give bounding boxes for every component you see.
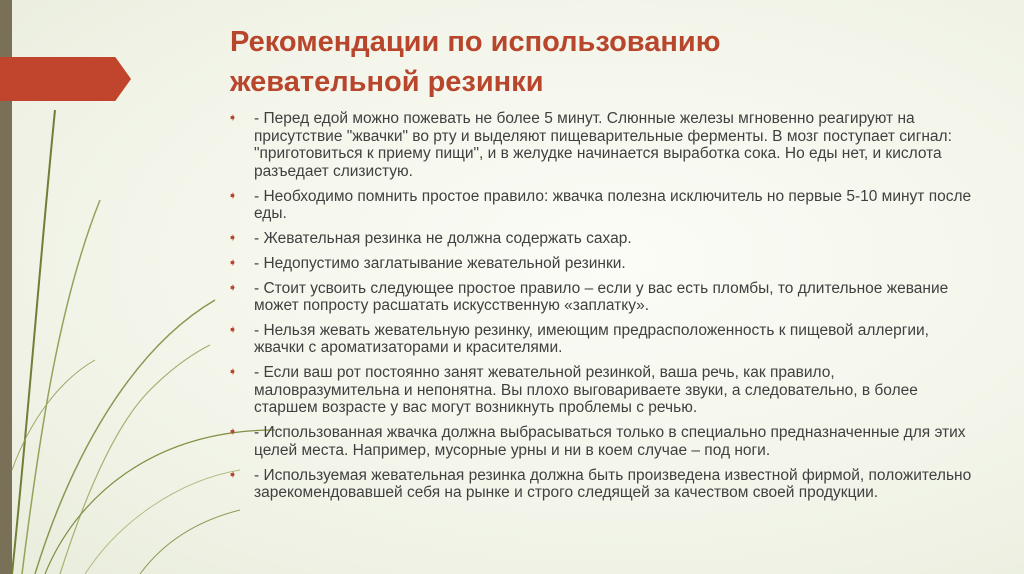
slide-title (230, 22, 990, 102)
list-item (228, 364, 978, 417)
arrow-bullet-icon: ➧ (228, 231, 238, 244)
arrow-bullet-icon: ➧ (228, 426, 238, 439)
arrow-bullet-icon: ➧ (228, 323, 238, 336)
list-item (228, 424, 978, 459)
list-item-text: - Если ваш рот постоянно занят жевательной резинкой, ваша речь, как правило, маловразумительна и непонятна. Вы плохо выговариваете звуки, а следовательно, в более старшем возрасте у вас могут возникнуть проблемы с речью. (254, 364, 918, 417)
arrow-bullet-icon: ➧ (228, 112, 238, 124)
slide-title-line-2: жевательной резинки (230, 66, 544, 98)
arrow-bullet-icon: ➧ (228, 256, 238, 269)
list-item (228, 188, 978, 223)
list-item-text: - Недопустимо заглатывание жевательной резинки. (254, 254, 626, 272)
list-item (228, 230, 978, 248)
list-item (228, 255, 978, 273)
list-item-text: - Перед едой можно пожевать не более 5 минут. Слюнные железы мгновенно реагируют на присутствие "жвачки" во рту и выделяют пищеварительные ферменты. В мозг поступает сигнал: "приготовиться к приему пищи", и в желудке начинается выработка сока. Но еды нет, и кислота разъедает слизистую. (254, 110, 952, 180)
list-item-text: - Необходимо помнить простое правило: жвачка полезна исключитель но первые 5-10 минут после еды. (254, 187, 972, 223)
arrow-bullet-icon: ➧ (228, 366, 238, 379)
recommendations-list (228, 110, 978, 509)
list-item-text: - Использованная жвачка должна выбрасываться только в специально предназначенные для этих целей места. Например, мусорные урны и ни в коем случае – под ноги. (254, 424, 966, 459)
title-arrow-tab (0, 57, 131, 101)
list-item (228, 322, 978, 357)
list-item (228, 467, 978, 502)
arrow-bullet-icon: ➧ (228, 189, 238, 202)
list-item-text: - Используемая жевательная резинка должна быть произведена известной фирмой, положительно зарекомендовавшей себя на рынке и строго следящей за качеством своей продукции. (254, 466, 972, 502)
list-item-text: - Стоит усвоить следующее простое правило – если у вас есть пломбы, то длительное жевание может попросту расшатать искусственную «заплатку». (254, 279, 949, 315)
list-item-text: - Нельзя жевать жевательную резинку, имеющим предрасположенность к пищевой аллергии, жвачки с ароматизаторами и красителями. (254, 321, 929, 357)
list-item-text: - Жевательная резинка не должна содержать сахар. (254, 229, 632, 247)
arrow-bullet-icon: ➧ (228, 281, 238, 294)
list-item (228, 110, 978, 180)
list-item (228, 280, 978, 315)
arrow-bullet-icon: ➧ (228, 468, 238, 481)
slide-title-line-1: Рекомендации по использованию (230, 26, 721, 58)
